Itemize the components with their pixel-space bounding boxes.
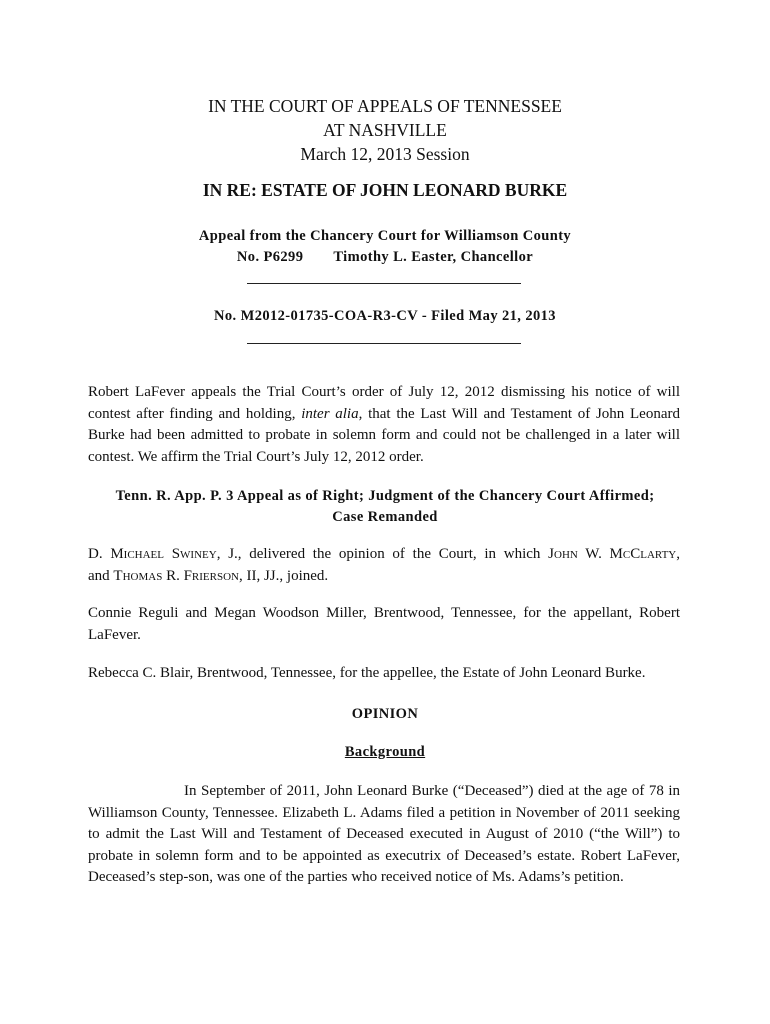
- appeal-from: Appeal from the Chancery Court for Williamson County: [198, 228, 572, 244]
- background-paragraph: In September of 2011, John Leonard Burke (“Deceased”) died at the age of 78 in Williamson County, Tennessee. Elizabeth L. Adams filed a petition in November of 2011 seeking to admit the Last Will and Testament of Deceased executed in August of 2010 (“the Will”) to probate in solemn form and to be appointed as executrix of Deceased’s estate. Robert LaFever, Deceased’s step-son, was one of the parties who received notice of Ms. Adams’s petition.: [88, 783, 680, 885]
- summary-text: Robert LaFever appeals the Trial Court’s order of July 12, 2012 dismissing his notice of will contest after finding and holding,: [88, 384, 680, 422]
- docket-number: No. M2012-01735-COA-R3-CV - Filed May 21, 2013: [214, 308, 556, 324]
- summary-italic: inter alia: [301, 405, 359, 422]
- authorship-line-2: [88, 566, 680, 588]
- court-name: IN THE COURT OF APPEALS OF TENNESSEE: [208, 96, 562, 116]
- author-judge: D. Michael Swiney: [88, 546, 217, 562]
- divider-rule: [247, 343, 521, 344]
- court-location: AT NASHVILLE: [323, 120, 447, 140]
- authorship-text: , J., delivered the opinion of the Court, in which: [216, 546, 549, 562]
- trial-case-number: No. P6299: [236, 249, 304, 265]
- authorship: [88, 544, 680, 587]
- authorship-line-1: [88, 544, 680, 566]
- trial-judge: Timothy L. Easter, Chancellor: [333, 249, 534, 265]
- disposition-line-1: Tenn. R. App. P. 3 Appeal as of Right; Judgment of the Chancery Court Affirmed;: [115, 488, 655, 504]
- case-summary: [88, 382, 680, 468]
- opinion-heading: OPINION: [351, 706, 419, 722]
- disposition-line-2: Case Remanded: [332, 509, 438, 525]
- divider-rule: [247, 283, 521, 284]
- session-date: March 12, 2013 Session: [300, 144, 470, 164]
- trial-court-info: [0, 247, 770, 268]
- background-heading: [0, 742, 770, 763]
- authorship-end: , II, JJ., joined.: [238, 567, 329, 584]
- authorship-and: and: [88, 567, 114, 584]
- counsel-appellee: Rebecca C. Blair, Brentwood, Tennessee, for the appellee, the Estate of John Leonard Burke.: [88, 665, 646, 681]
- authorship-comma: ,: [676, 546, 680, 562]
- case-title: IN RE: ESTATE OF JOHN LEONARD BURKE: [202, 180, 568, 200]
- background-heading-text: Background: [344, 744, 426, 760]
- joining-judge-1: John W. McClarty: [548, 546, 677, 562]
- counsel-appellant: Connie Reguli and Megan Woodson Miller, Brentwood, Tennessee, for the appellant, Robert LaFever.: [88, 605, 680, 643]
- joining-judge-2: Thomas R. Frierson: [113, 567, 239, 584]
- summary-text-end: , that the Last Will and Testament of John Leonard Burke had been admitted to probate in solemn form and could not be challenged in a later will contest. We affirm the Trial Court’s July 12, 2012 order.: [88, 405, 680, 465]
